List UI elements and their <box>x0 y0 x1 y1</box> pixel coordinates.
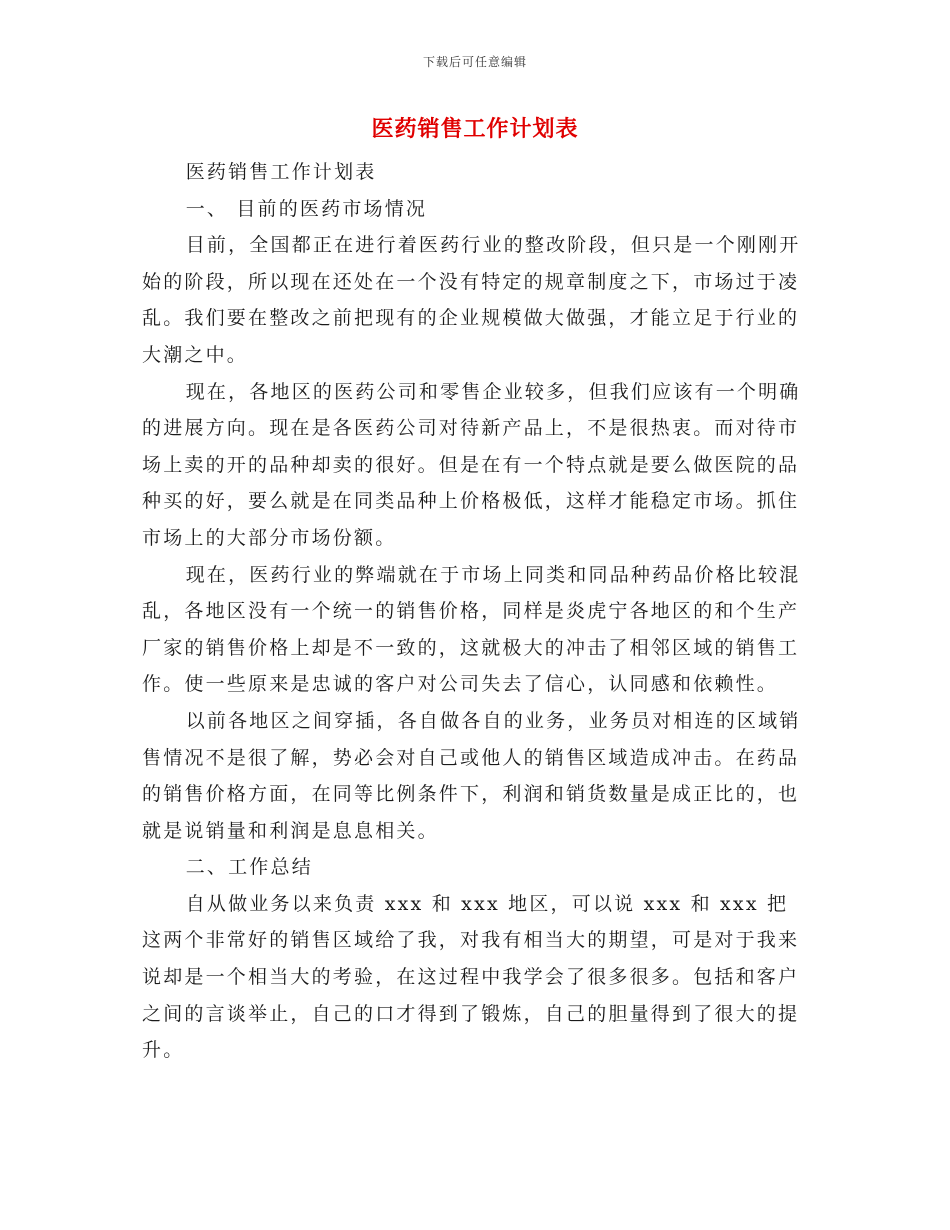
section-heading-market: 一、 目前的医药市场情况 <box>185 197 428 220</box>
paragraph: 现在，医药行业的弊端就在于市场上同类和同品种药品价格比较混乱，各地区没有一个统一的销售价格，同样是炎虎宁各地区的和个生产厂家的销售价格上却是不一致的，这就极大的冲击了相邻区域的销售工作。使一些原来是忠诚的客户对公司失去了信心，认同感和依赖性。 <box>142 563 801 696</box>
paragraph: 自从做业务以来负责 xxx 和 xxx 地区，可以说 xxx 和 xxx 把这两个非常好的销售区域给了我，对我有相当大的期望，可是对于我来说却是一个相当大的考验，在这过程中我学会了很多很多。包括和客户之间的言谈举止，自己的口才得到了锻炼，自己的胆量得到了很大的提升。 <box>142 892 800 1062</box>
document-title: 医药销售工作计划表 <box>371 116 579 142</box>
paragraph: 目前，全国都正在进行着医药行业的整改阶段，但只是一个刚刚开始的阶段，所以现在还处在一个没有特定的规章制度之下，市场过于凌乱。我们要在整改之前把现有的企业规模做大做强，才能立足于行业的大潮之中。 <box>142 234 801 366</box>
header-note: 下载后可任意编辑 <box>422 55 527 69</box>
paragraph: 以前各地区之间穿插，各自做各自的业务，业务员对相连的区域销售情况不是很了解，势必会对自己或他人的销售区域造成冲击。在药品的销售价格方面，在同等比例条件下，利润和销货数量是成正比的，也就是说销量和利润是息息相关。 <box>142 709 801 842</box>
paragraph-subtitle: 医药销售工作计划表 <box>185 161 377 183</box>
document-body <box>142 154 802 1069</box>
section-heading-summary: 二、工作总结 <box>185 856 313 879</box>
paragraph: 现在，各地区的医药公司和零售企业较多，但我们应该有一个明确的进展方向。现在是各医药公司对待新产品上，不是很热衷。而对待市场上卖的开的品种却卖的很好。但是在有一个特点就是要么做医院的品种买的好，要么就是在同类品种上价格极低，这样才能稳定市场。抓住市场上的大部分市场份额。 <box>142 380 801 549</box>
